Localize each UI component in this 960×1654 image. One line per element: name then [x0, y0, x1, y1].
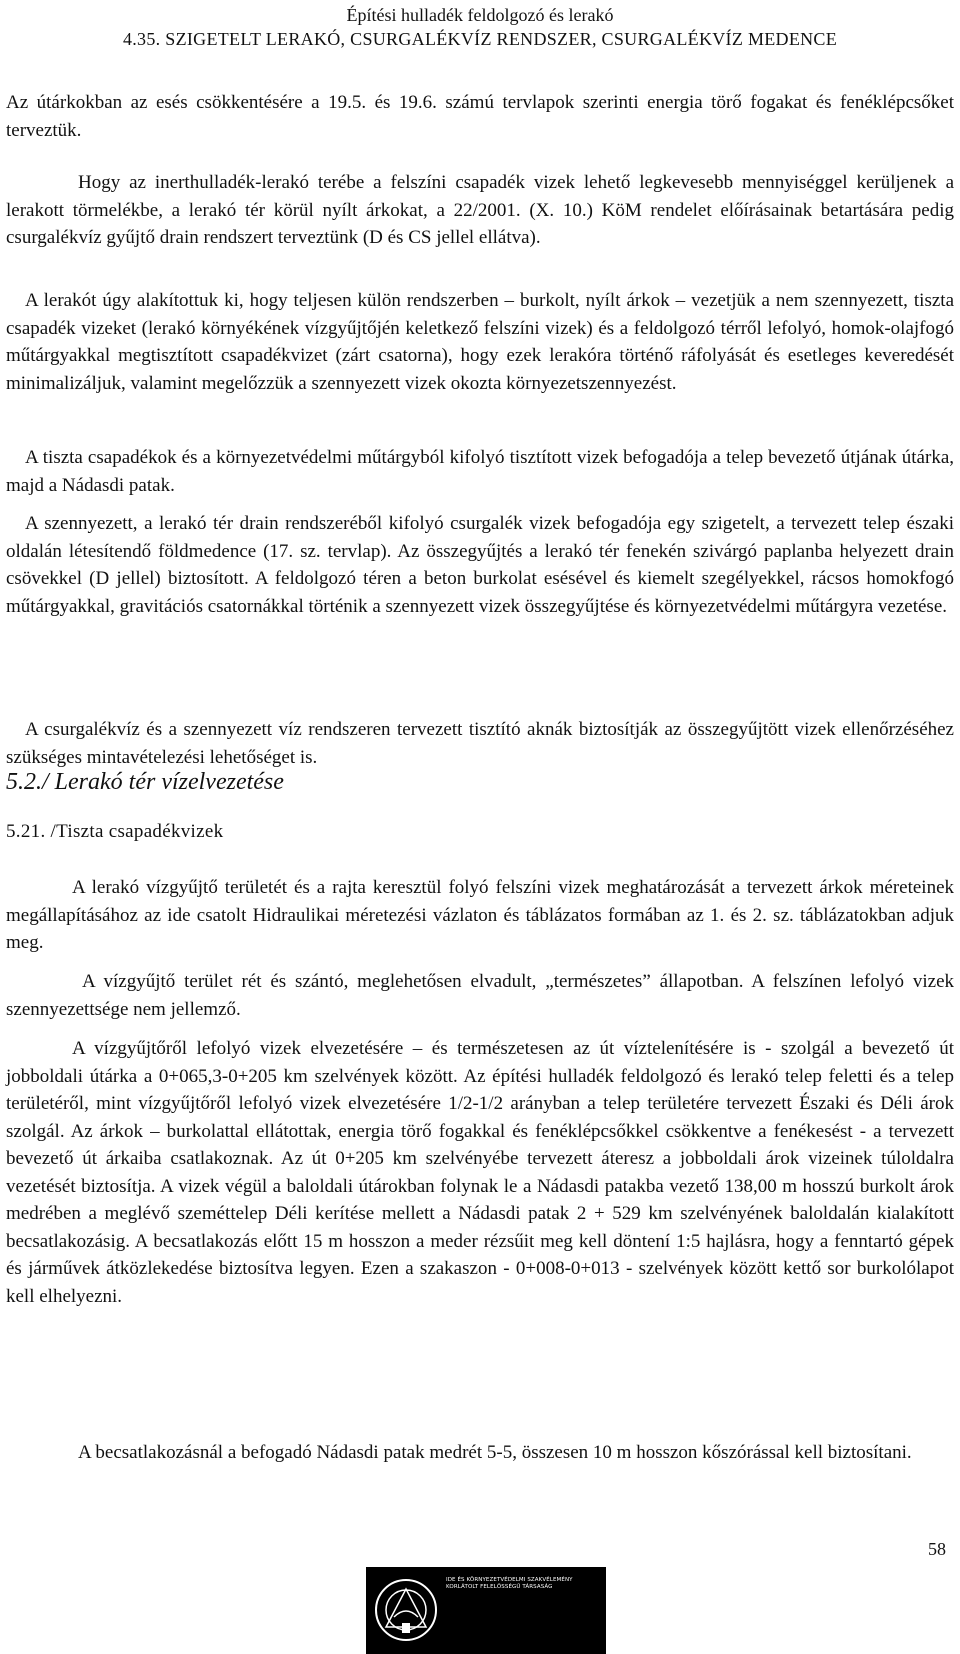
- paragraph-2: Hogy az inerthulladék-lerakó terébe a felszíni csapadék vizek lehető legkevesebb mennyiséggel kerüljenek a lerakott törmelékbe, a lerakó tér körül nyílt árkokat, a 22/2001. (X. 10.) KöM rendelet előírásainak betartására pedig csurgalékvíz gyűjtő drain rendszert terveztünk (D és CS jellel ellátva).: [6, 172, 954, 248]
- page-number: 58: [928, 1539, 946, 1559]
- logo-text: IDE ÉS KÖRNYEZETVÉDELMI SZAKVÉLEMÉNY KORLÁTOLT FELELŐSSÉGŰ TÁRSASÁG: [446, 1577, 573, 1590]
- paragraph-6: A csurgalékvíz és a szennyezett víz rendszeren tervezett tisztító aknák biztosítják az összegyűjtött vizek ellenőrzéséhez szükséges mintavételezési lehetőséget is.: [6, 719, 954, 768]
- subsection-title: 5.21. /Tiszta csapadékvizek: [6, 821, 224, 842]
- company-logo: [366, 1567, 606, 1654]
- paragraph-5: A szennyezett, a lerakó tér drain rendszeréből kifolyó csurgalék vizek befogadója egy szigetelt, a tervezett telep északi oldalán létesítendő földmedence (17. sz. tervlap). Az összegyűjtés a lerakó tér fenekén szivárgó paplanba helyezett drain csövekkel (D jellel) biztosított. A feldolgozó téren a beton burkolat esésével és kiemelt szegélyekkel, rácsos homokfogó műtárgyakkal, gravitációs csatornákkal történik a szennyezett vizek összegyűjtése és környezetvédelmi műtárgyra vezetése.: [6, 513, 954, 617]
- paragraph-1: Az útárkokban az esés csökkentésére a 19.5. és 19.6. számú tervlapok szerinti energia törő fogakat és fenéklépcsőket terveztük.: [6, 92, 954, 141]
- paragraph-10: A becsatlakozásnál a befogadó Nádasdi patak medrét 5-5, összesen 10 m hosszon kőszórással kell biztosítani.: [78, 1442, 912, 1463]
- paragraph-7: A lerakó vízgyűjtő területét és a rajta keresztül folyó felszíni vizek meghatározását a tervezett árkok méreteinek megállapításához az ide csatolt Hidraulikai méretezési vázlaton és táblázatos formában az 1. és 2. sz. táblázatokban adjuk meg.: [6, 877, 954, 953]
- paragraph-3: A lerakót úgy alakítottuk ki, hogy teljesen külön rendszerben – burkolt, nyílt árkok – vezetjük a nem szennyezett, tiszta csapadék vizeket (lerakó környékének vízgyűjtőjén keletkező felszíni vizek) és a feldolgozó térről lefolyó, homok-olajfogó műtárgyakkal megtisztított csapadékvizet (zárt csatorna), hogy ezek lerakóra történő ráfolyását és esetleges keveredését minimalizáljuk, valamint megelőzzük a szennyezett vizek okozta környezetszennyezést.: [6, 290, 954, 394]
- header-title: Építési hulladék feldolgozó és lerakó: [346, 5, 614, 25]
- paragraph-8: A vízgyűjtő terület rét és szántó, meglehetősen elvadult, „természetes” állapotban. A felszínen lefolyó vizek szennyezettsége nem jellemző.: [6, 971, 954, 1020]
- logo-emblem-icon: [366, 1567, 446, 1654]
- section-title: 5.2./ Lerakó tér vízelvezetése: [6, 769, 284, 795]
- paragraph-4: A tiszta csapadékok és a környezetvédelmi műtárgyból kifolyó tisztított vizek befogadója a telep bevezető útjának útárka, majd a Nádasdi patak.: [6, 447, 954, 496]
- paragraph-9: A vízgyűjtőről lefolyó vizek elvezetésére – és természetesen az út víztelenítésére is - szolgál a bevezető út jobboldali útárka a 0+065,3-0+205 km szelvények között. Az építési hulladék feldolgozó és lerakó telep feletti és a telep területéről, mint vízgyűjtőről lefolyó vizek elvezetésére 1/2-1/2 arányban a telep területére tervezett Északi és Déli árok szolgál. Az árkok – burkolattal ellátottak, energia törő fogakkal és fenéklépcsőkkel csökkentve a fenékesést - a tervezett bevezető út árkaiba csatlakoznak. Az út 0+205 km szelvényébe tervezett áteresz a jobboldali árok vizeinek túloldalra vezetését biztosítja. A vizek végül a baloldali útárokban folynak le a Nádasdi patakba vezető 138,00 m hosszú burkolt árok medrében a meglévő szeméttelep Déli kerítése mellett a Nádasdi patak 2 + 529 km szelvényének baloldalán kialakított becsatlakozásig. A becsatlakozás előtt 15 m hosszon a meder rézsűit meg kell döntení 1:5 hajlásra, hogy a fenntartó gépek és járművek átközlekedése biztosítva legyen. Ezen a szakaszon - 0+008-0+013 - szelvények között kettő sor burkolólapot kell elhelyezni.: [6, 1038, 954, 1307]
- header-subtitle: 4.35. SZIGETELT LERAKÓ, CSURGALÉKVÍZ RENDSZER, CSURGALÉKVÍZ MEDENCE: [122, 29, 838, 49]
